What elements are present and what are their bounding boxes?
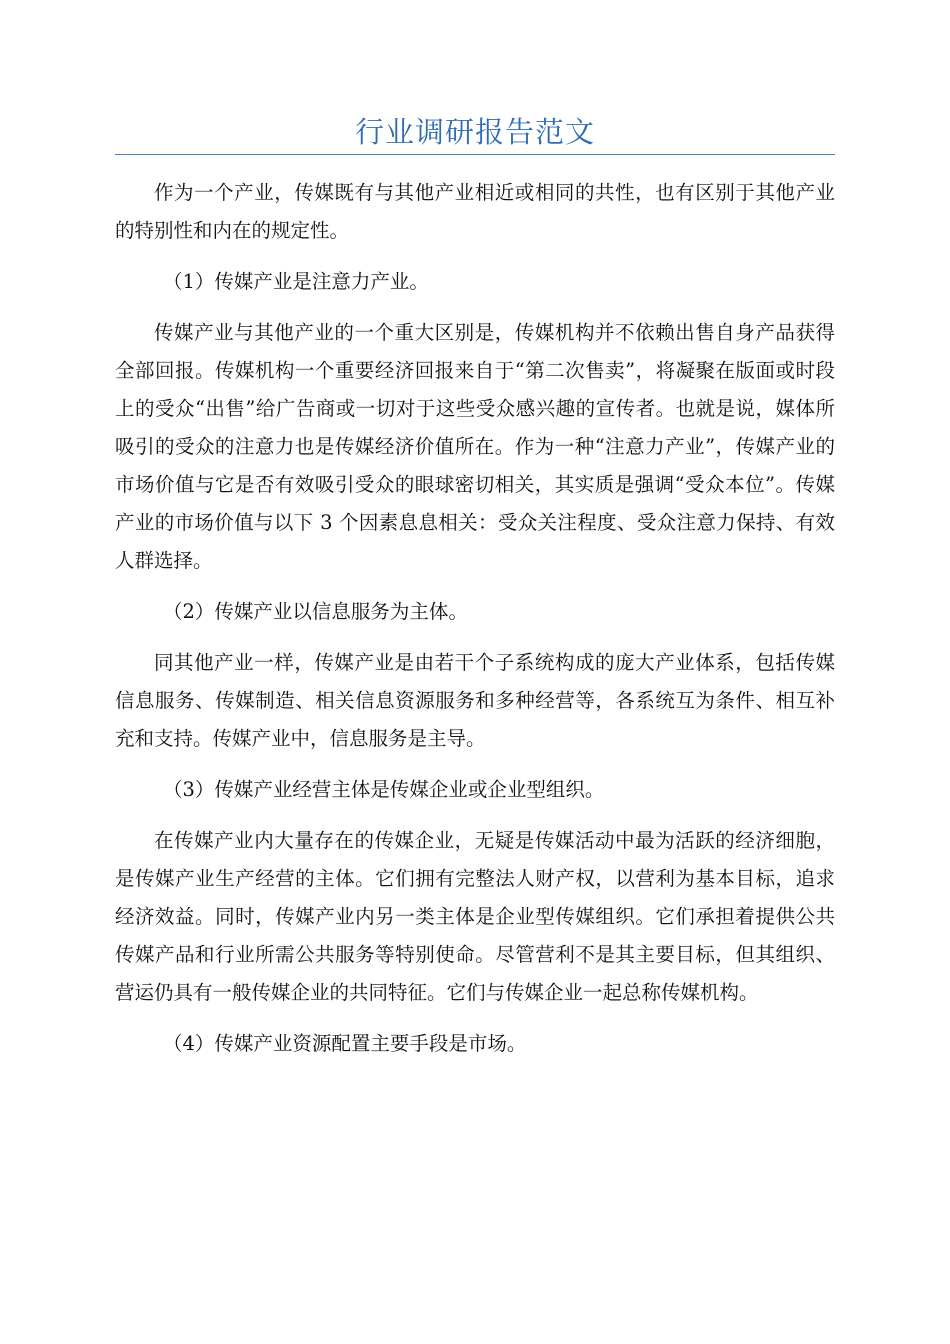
paragraph-information-service: 同其他产业一样，传媒产业是由若干个子系统构成的庞大产业体系，包括传媒信息服务、传媒制造、相关信息资源服务和多种经营等，各系统互为条件、相互补充和支持。传媒产业中，信息服务是主导。 — [115, 651, 835, 750]
paragraph-attention-industry: 传媒产业与其他产业的一个重大区别是，传媒机构并不依赖出售自身产品获得全部回报。传媒机构一个重要经济回报来自于“第二次售卖”，将凝聚在版面或时段上的受众“出售”给广告商或一切对于这些受众感兴趣的宣传者。也就是说，媒体所吸引的受众的注意力也是传媒经济价值所在。作为一种“注意力产业”，传媒产业的市场价值与它是否有效吸引受众的眼球密切相关，其实质是强调“受众本位”。传媒产业的市场价值与以下 3 个因素息息相关：受众关注程度、受众注意力保持、有效人群选择。 — [115, 321, 835, 572]
section-heading-4: （4）传媒产业资源配置主要手段是市场。 — [163, 1032, 527, 1055]
paragraph-business-entities: 在传媒产业内大量存在的传媒企业，无疑是传媒活动中最为活跃的经济细胞，是传媒产业生产经营的主体。它们拥有完整法人财产权，以营利为基本目标，追求经济效益。同时，传媒产业内另一类主体是企业型传媒组织。它们承担着提供公共传媒产品和行业所需公共服务等特别使命。尽管营利不是其主要目标，但其组织、营运仍具有一般传媒企业的共同特征。它们与传媒企业一起总称传媒机构。 — [115, 829, 835, 1004]
document-body — [115, 174, 835, 1076]
section-heading-1: （1）传媒产业是注意力产业。 — [163, 270, 429, 293]
title-underline — [115, 154, 835, 155]
section-heading-2: （2）传媒产业以信息服务为主体。 — [163, 600, 468, 623]
section-heading-3: （3）传媒产业经营主体是传媒企业或企业型组织。 — [163, 778, 605, 801]
page-title: 行业调研报告范文 — [354, 115, 595, 149]
paragraph-intro: 作为一个产业，传媒既有与其他产业相近或相同的共性，也有区别于其他产业的特别性和内在的规定性。 — [115, 181, 835, 242]
